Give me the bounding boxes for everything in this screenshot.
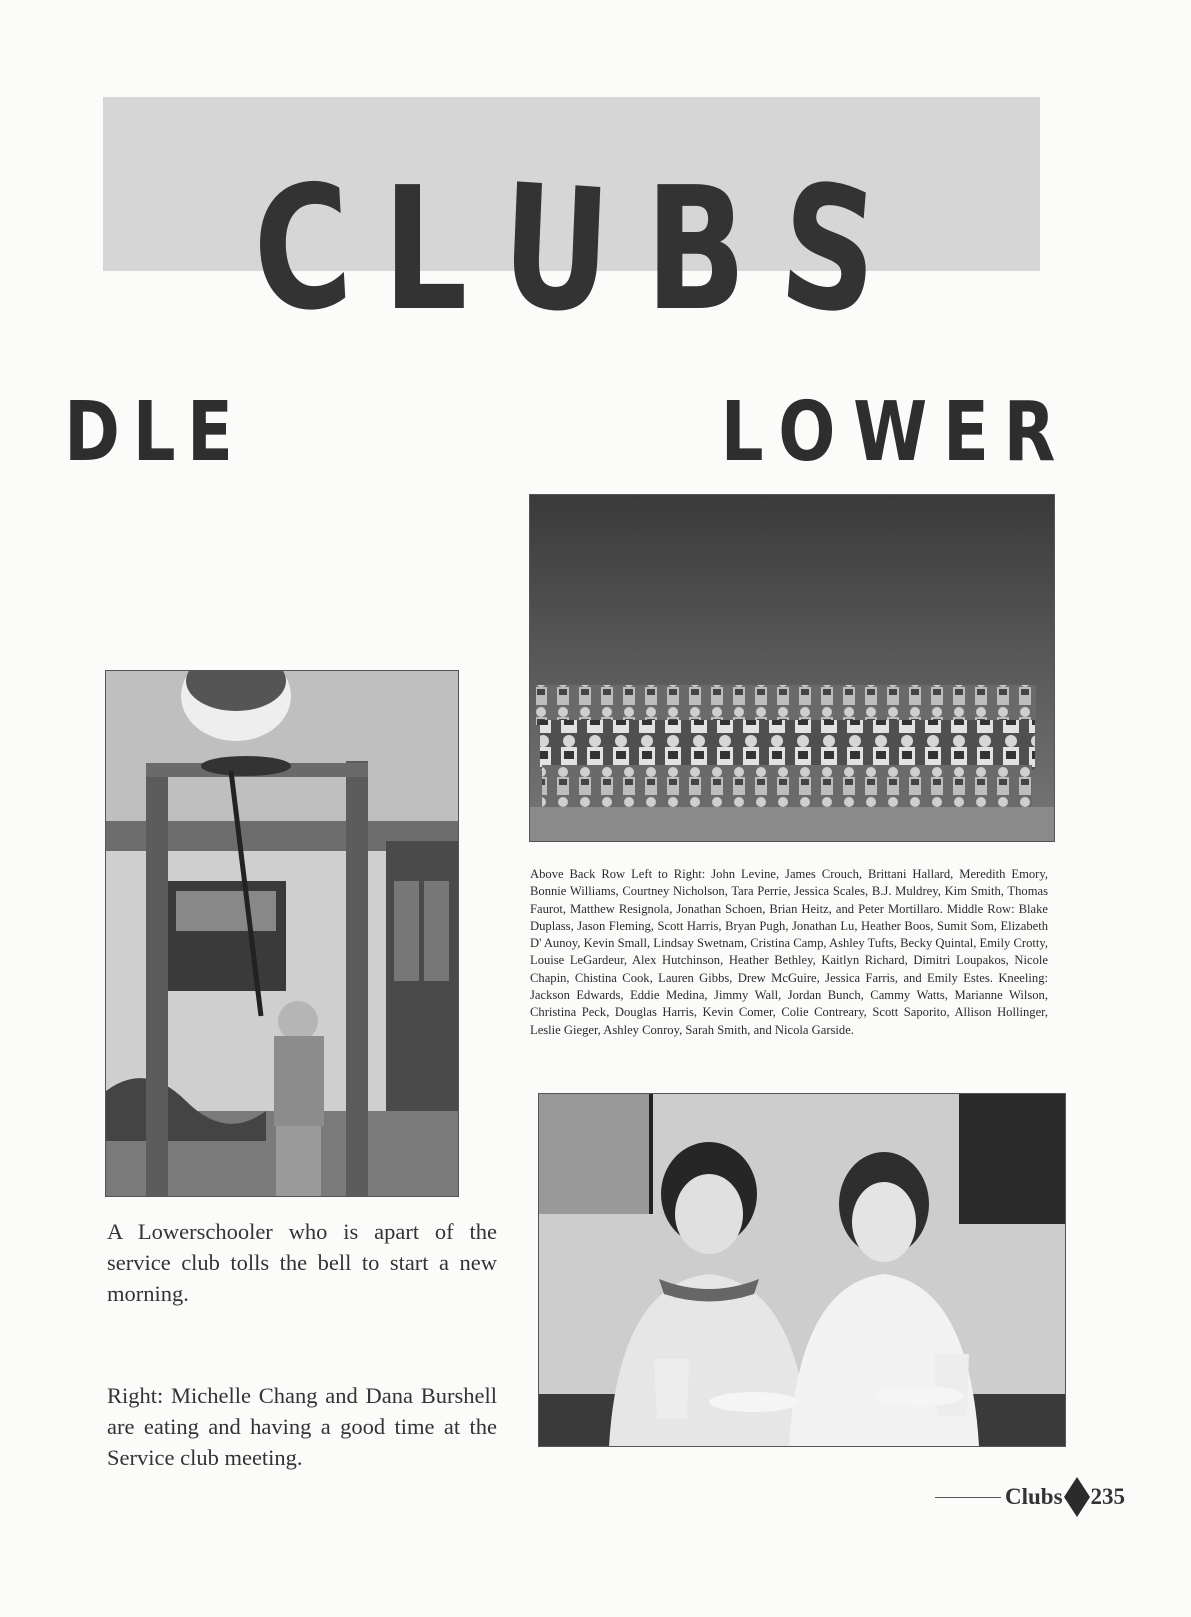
title-letter: B	[645, 151, 747, 349]
bell-photo-image	[106, 671, 458, 1196]
title-letter: L	[383, 151, 468, 349]
page-number: 235	[1090, 1484, 1126, 1509]
subtitle-letter: L	[720, 385, 764, 480]
title-letter: S	[773, 145, 885, 355]
title-letter: U	[497, 147, 614, 353]
girls-photo	[538, 1093, 1066, 1447]
bell-photo-caption: A Lowerschooler who is apart of the service club tolls the bell to start a new morning.	[107, 1219, 497, 1306]
subtitle-letter: D	[64, 385, 120, 480]
subtitle-letter: O	[777, 385, 836, 480]
footer-section-label: Clubs	[1005, 1484, 1063, 1509]
subtitle-lower	[716, 385, 1061, 480]
bell-photo	[105, 670, 459, 1197]
girls-photo-image	[539, 1094, 1065, 1446]
group-photo-image	[530, 495, 1054, 841]
subtitle-letter: W	[852, 385, 927, 480]
girls-photo-caption: Right: Michelle Chang and Dana Burshell are eating and having a good time at the Service club meeting.	[107, 1383, 497, 1470]
page-title	[240, 145, 890, 355]
subtitle-letter: R	[1003, 385, 1056, 480]
subtitle-letter: L	[132, 385, 176, 480]
title-letter: C	[248, 146, 357, 354]
roster-caption: Above Back Row Left to Right: John Levine, James Crouch, Brittani Hallard, Meredith Emory, Bonnie Williams, Courtney Nicholson, Tara Perrie, Jessica Scales, B.J. Muldrey, Kim Smith, Thomas Faurot, Matthew Resignola, Jonathan Schoen, Brian Heitz, and Peter Mortillaro. Middle Row: Blake Duplass, Jason Fleming, Scott Harris, Bryan Pugh, Jonathan Lu, Heather Boos, Sumit Som, Elizabeth D' Aunoy, Kevin Small, Lindsay Swetnam, Cristina Camp, Ashley Tufts, Becky Quintal, Emily Crotty, Louise LeGardeur, Alex Hutchinson, Heather Bethley, Kaitlyn Richard, Dimitri Loupakos, Nicole Chapin, Chistina Cook, Lauren Gibbs, Drew McGuire, Jessica Farris, and Emily Estes. Kneeling: Jackson Edwards, Eddie Medina, Jimmy Wall, Jordan Bunch, Cammy Watts, Marianne Wilson, Christina Peck, Douglas Harris, Kevin Comer, Colie Contreary, Scott Saporito, Allison Hollinger, Leslie Gieger, Ashley Conroy, Sarah Smith, and Nicola Garside.	[530, 867, 1048, 1037]
subtitle-letter: E	[187, 385, 233, 480]
subtitle-left-fragment	[58, 385, 238, 480]
footer-rule	[935, 1497, 1001, 1498]
diamond-icon	[1064, 1477, 1090, 1517]
group-photo	[529, 494, 1055, 842]
subtitle-letter: E	[943, 385, 990, 480]
page-footer	[935, 1477, 1135, 1517]
